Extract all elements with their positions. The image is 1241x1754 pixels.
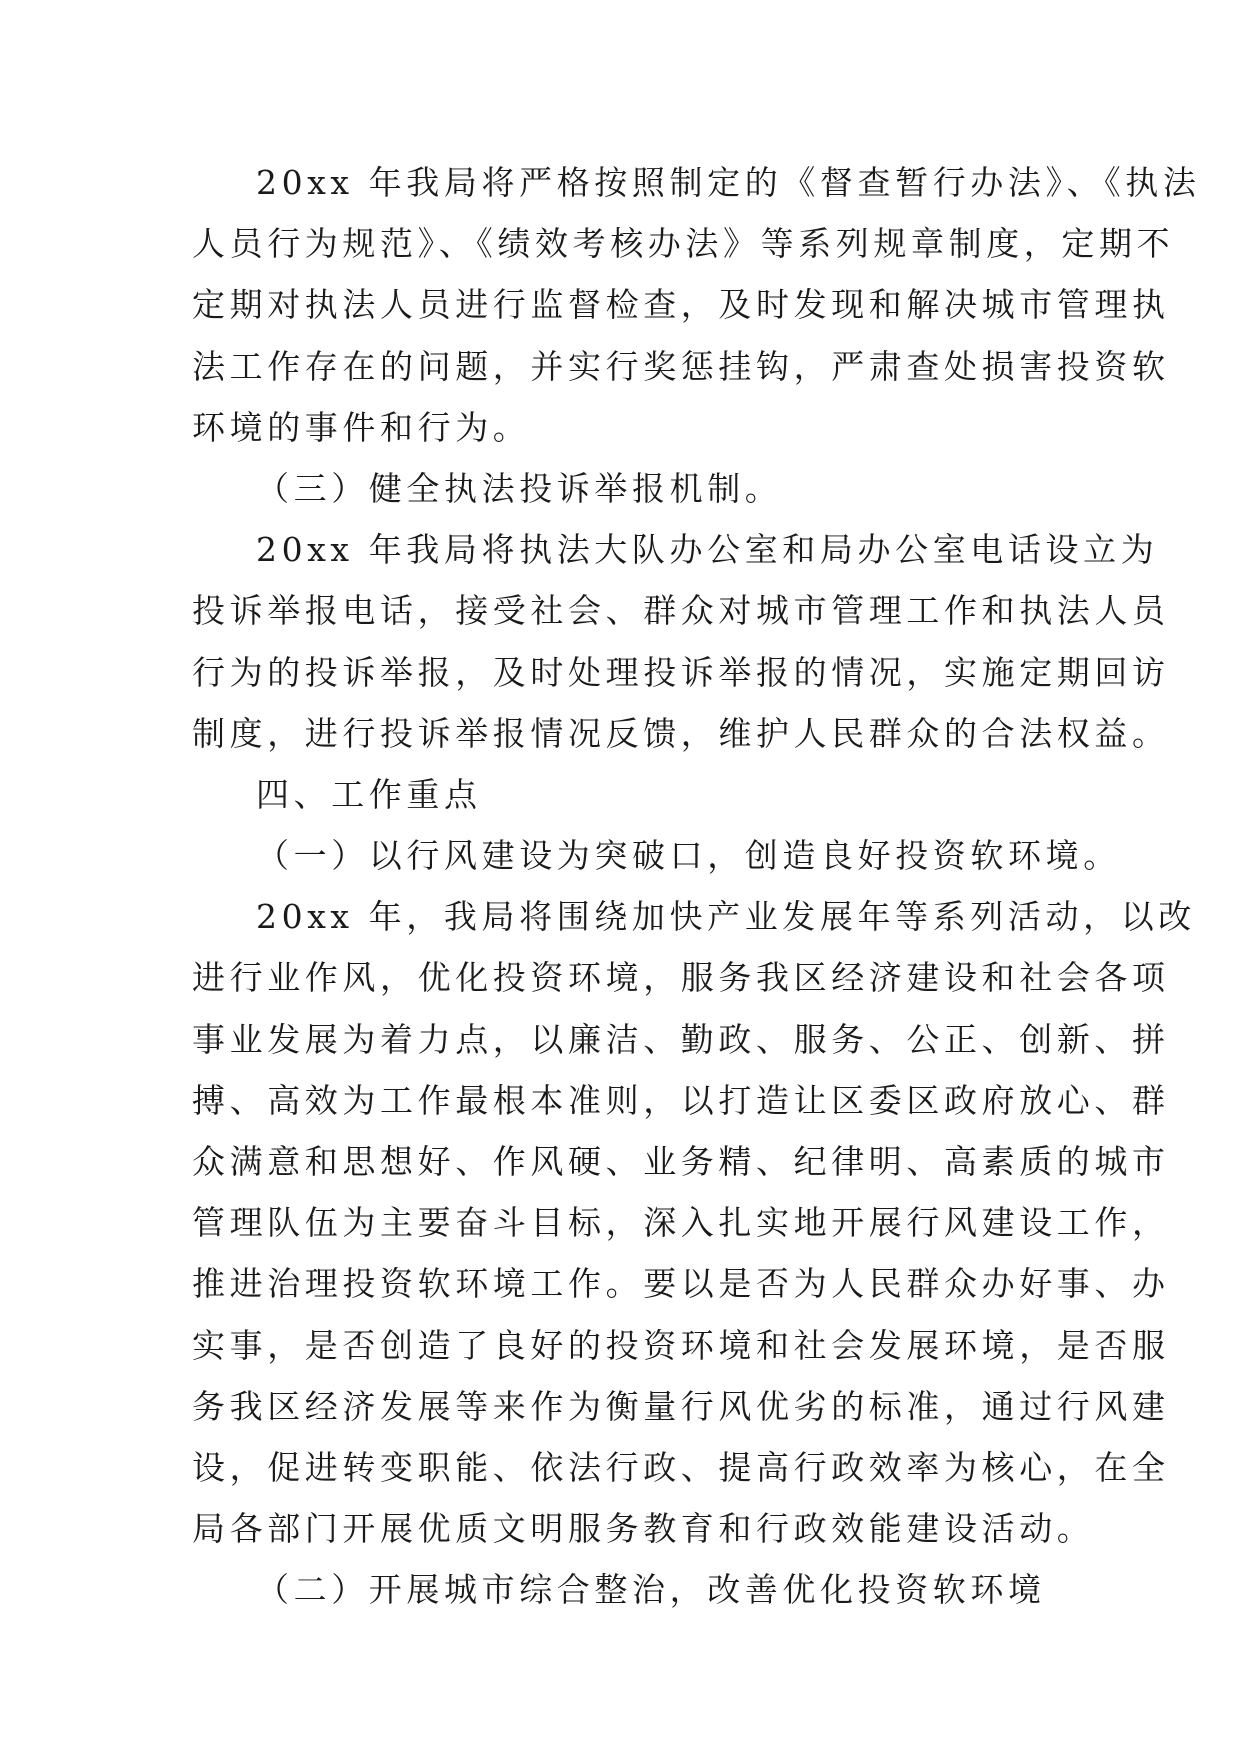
paragraph-line: 投诉举报电话，接受社会、群众对城市管理工作和执法人员 <box>192 591 1170 631</box>
section-heading: （三）健全执法投诉举报机制。 <box>256 468 783 508</box>
paragraph-line: 20xx 年，我局将围绕加快产业发展年等系列活动，以改 <box>256 897 1196 937</box>
paragraph-line: 设，促进转变职能、依法行政、提高行政效率为核心，在全 <box>192 1447 1170 1487</box>
paragraph-line: 制度，进行投诉举报情况反馈，维护人民群众的合法权益。 <box>192 713 1170 753</box>
paragraph-line: 行为的投诉举报，及时处理投诉举报的情况，实施定期回访 <box>192 652 1170 692</box>
paragraph-line: 事业发展为着力点，以廉洁、勤政、服务、公正、创新、拼 <box>192 1019 1170 1059</box>
paragraph-line: 人员行为规范》、《绩效考核办法》等系列规章制度，定期不 <box>192 224 1175 264</box>
paragraph-line: 20xx 年我局将严格按照制定的《督查暂行办法》、《执法 <box>256 163 1201 202</box>
paragraph-line: 20xx 年我局将执法大队办公室和局办公室电话设立为 <box>256 530 1159 570</box>
section-heading: （一）以行风建设为突破口，创造良好投资软环境。 <box>256 836 1121 876</box>
paragraph-line: 实事，是否创造了良好的投资环境和社会发展环境，是否服 <box>192 1325 1170 1365</box>
section-heading: 四、工作重点 <box>256 774 482 814</box>
document-body <box>192 152 1201 1621</box>
paragraph-line: 搏、高效为工作最根本准则，以打造让区委区政府放心、群 <box>192 1080 1170 1120</box>
section-heading: （二）开展城市综合整治，改善优化投资软环境 <box>256 1570 1046 1610</box>
paragraph-line: 务我区经济发展等来作为衡量行风优劣的标准，通过行风建 <box>192 1386 1170 1426</box>
paragraph-line: 众满意和思想好、作风硬、业务精、纪律明、高素质的城市 <box>192 1142 1170 1181</box>
paragraph-line: 管理队伍为主要奋斗目标，深入扎实地开展行风建设工作， <box>192 1203 1170 1243</box>
paragraph-line: 推进治理投资软环境工作。要以是否为人民群众办好事、办 <box>192 1264 1170 1304</box>
paragraph-line: 环境的事件和行为。 <box>192 407 531 447</box>
paragraph-line: 局各部门开展优质文明服务教育和行政效能建设活动。 <box>192 1509 1095 1549</box>
paragraph-line: 进行业作风，优化投资环境，服务我区经济建设和社会各项 <box>192 958 1170 998</box>
paragraph-line: 法工作存在的问题，并实行奖惩挂钩，严肃查处损害投资软 <box>192 346 1170 386</box>
paragraph-line: 定期对执法人员进行监督检查，及时发现和解决城市管理执 <box>192 285 1170 325</box>
